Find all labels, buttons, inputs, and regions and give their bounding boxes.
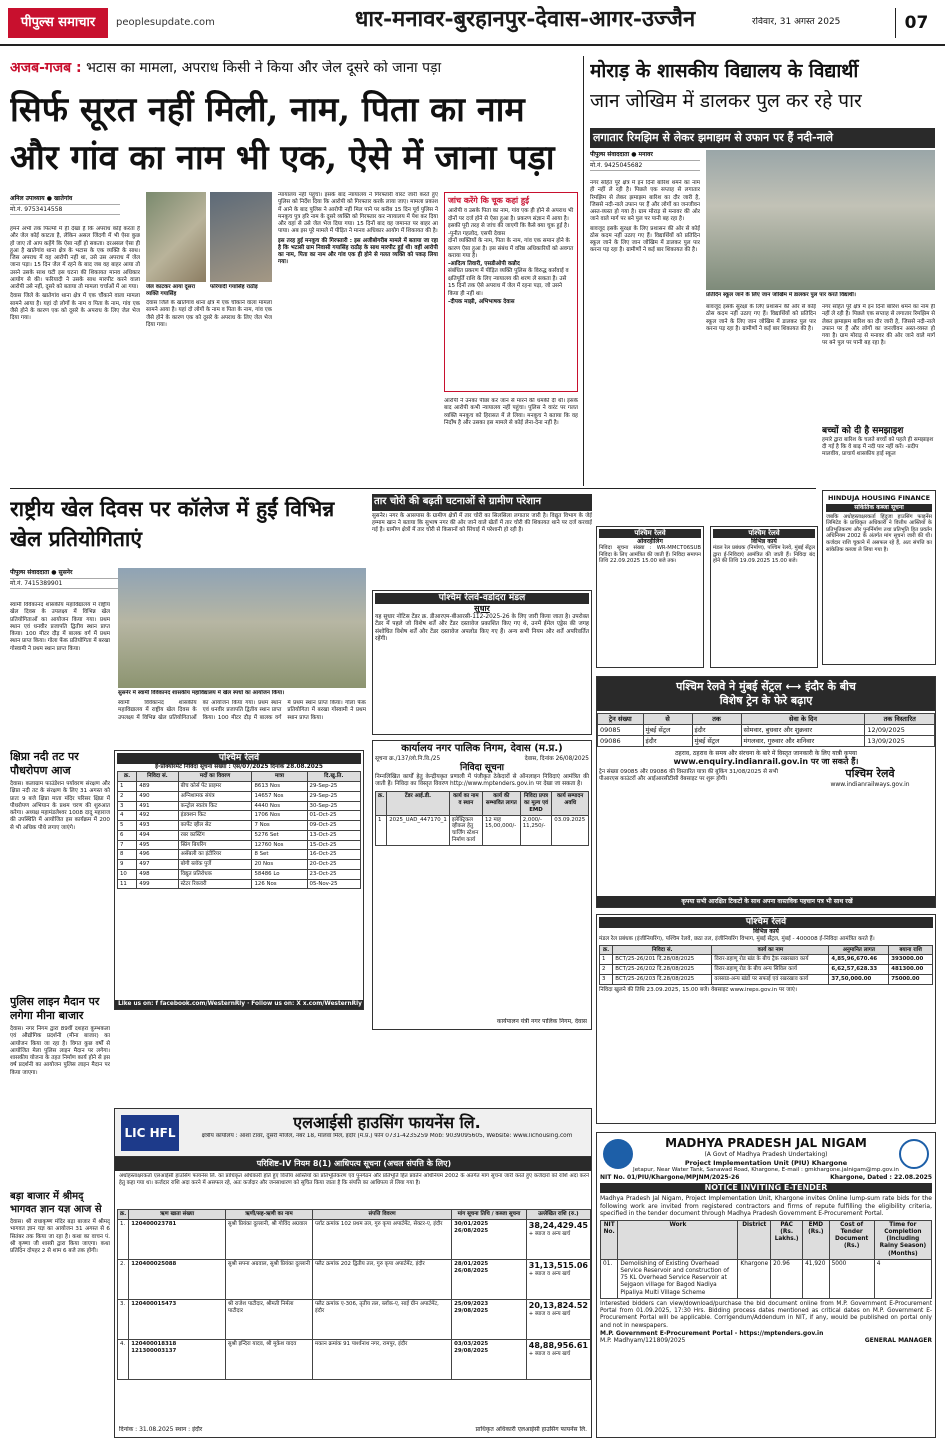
- lichfl-table: [117, 1209, 591, 1380]
- col-header: ऋण खाता संख्या: [129, 1210, 226, 1220]
- dewas-date: देवास, दिनांक 26/08/2025: [524, 755, 589, 762]
- story-shipra: [10, 750, 110, 990]
- col-header: उल्लेखित राशि (रु.): [526, 1210, 590, 1220]
- school-body-col1: नगर सहित पूरे क्षेत्र में इन दिनों बारिश थमने का नाम ही नहीं ले रही है। पिछले एक सप्ताह से लगातार रिमझिम से लेकर झमाझम बारिश का दौर जारी है, जिससे नदी-नाले उफान पर हैं और लोगों का जनजीवन अस्त-व्यस्त हो गया है। ग्राम मोराड़ से मनावर की ओर जाने वाले मार्ग पर बने पुल पर पानी बह रहा है। बावजूद इसके सुरक्षा के लिए प्रशासन की ओर से कोई ठोस कदम नहीं उठाए गए हैं। विद्यार्थियों को प्रतिदिन स्कूल जाने के लिए जान जोखिम में डालकर पुल पार करना पड़ रहा है। ग्रामीणों ने कई बार शिकायत की है।: [590, 180, 700, 254]
- wr-sudhar-text: यह सुधार नोटिस टेंडर क्र. डीआरएम-बीआरसी-112-2025-26 के लिए जारी किया जाता है। उपरोक्त टेंडर में पहले जो विशेष शर्तें और टेंडर दस्तावेज प्रकाशित किए गए थे, उनमें ईमेल एड्रेस की जगह संशोधित विशेष शर्तें और टेंडर दस्तावेज अपलोड किए गए हैं। अन्य सभी नियम और शर्तें अपरिवर्तित रहेंगी।: [375, 614, 589, 642]
- special-train-footer: कृपया सभी आरक्षित टिकटों के साथ अपना वास्तविक पहचान पत्र भी साथ रखें: [597, 896, 936, 908]
- wr-tender-footer: Like us on: f facebook.com/WesternRly · Follow us on: X x.com/WesternRly: [115, 1000, 364, 1009]
- story-jail: [10, 60, 578, 480]
- col-header: क्र.: [376, 792, 387, 815]
- table-row: 1 BCT/25-26/201 दि.28/08/2025 विरार-डहाणू रोड खंड के बीच ट्रैक रखरखाव कार्य 4,85,96,670.46 393000.00: [600, 955, 933, 965]
- jaanch-item: संबंधित प्रकरण में पीड़ित व्यक्ति पुलिस के विरुद्ध कार्रवाई व क्षतिपूर्ति राशि के लिए न्यायालय की शरण ले सकता है। उसे 15 दिनों तक ऐसे अपराध में जेल में रहना पड़ा, जो उसने किया ही नहीं था।: [448, 268, 569, 298]
- bhagwat-headline: बड़ा बाजार में श्रीमद् भागवत ज्ञान यज्ञ आज से: [10, 1191, 102, 1215]
- col-header: कार्य का नाम व स्थान: [449, 792, 482, 815]
- story-body-col1: हमने अभी तक फिल्मों में ही देखा है कि अपराध कोई करता है और जेल कोई काटता है, लेकिन असल जिंदगी में भी ऐसा कुछ हो जाए तो आप कहेंगे कि ऐसा नहीं हो सकता। दरअसल ऐसा ही हुआ है खातेगांव थाना क्षेत्र के भटास के एक व्यक्ति के साथ। जिस अपराध में वह आरोपी नहीं था, उसे उस अपराध में जेल जाना पड़ा। 15 दिन जेल में रहने के बाद जब वह बाहर आया तो उसने उसके साथ घटी इस घटना की शिकायत मानव अधिकार आयोग से की। फरियादी ने उसके साथ मारपीट करने वाला आरोपी उसे नहीं, दूसरे को बताया तो मामला चर्चाओं में आ गया। देवास जिले के खातेगांव थाना क्षेत्र में एक चौंकाने वाला मामला सामने आया है। यहां दो लोगों के नाम व पिता के नाम, गांव एक जैसे होने के कारण एक को दूसरे के अपराध के लिए जेल भेज दिया गया।: [10, 226, 140, 322]
- wr-tender-sub: ई-प्रोक्योरमेंट निविदा सूचना संख्या : एस/07/2025 दिनांक 28.08.2025: [155, 764, 323, 771]
- dewas-tender-ad: [372, 740, 592, 1030]
- special-train-title-2: विशेष ट्रेन के फेरे बढ़ाए: [597, 694, 935, 711]
- jaanch-item: इसकी पूरी तरह से जांच की जाएगी कि कैसे क्या चूक हुई है। -पुनीत गहलोद, एसपी देवास: [448, 223, 570, 237]
- mpjn-emblem-icon: [899, 1139, 929, 1169]
- table-row: 4 492 इंडक्शन किट 1706 Nos 01-Oct-25: [118, 811, 361, 821]
- mpjn-table: [600, 1220, 932, 1299]
- police-body: देवास। नगर निगम द्वारा 89वीं दशहरा कुम्भकला एवं औद्योगिक प्रदर्शनी (मीना बाजार) का आयोजन किया जा रहा है। विगत कुछ वर्षों से आयोजित मेला पुलिस लाइन मैदान पर लगेगा। शासकीय योजना के तहत निर्माण कार्य होने से इस वर्ष प्रदर्शनी का आयोजन पुलिस लाइन मैदान पर किया जाएगा।: [10, 1026, 110, 1076]
- photo-sports: [118, 568, 366, 688]
- photo-caption-left: जेल काटकर आया दूसरा व्यक्ति गयासिंह: [146, 284, 195, 297]
- jaanch-item: दोनों व्यक्तियों के नाम, पिता के नाम, गांव एक समान होने के कारण ऐसा हुआ है। इस संबंध में वरिष्ठ अधिकारियों को अवगत कराया गया है।: [448, 238, 574, 260]
- col-header: मदों का विवरण: [178, 772, 252, 782]
- mpjn-code: M.P. Madhyam/121809/2025: [600, 1337, 686, 1345]
- col-header: तक: [692, 713, 741, 724]
- story-police: [10, 995, 110, 1185]
- special-train-table: [597, 713, 935, 747]
- mpjn-heading: NOTICE INVITING E-TENDER: [600, 1183, 932, 1193]
- col-header: कार्य का नाम: [712, 945, 829, 955]
- col-header: EMD (Rs.): [803, 1220, 830, 1259]
- jaanch-item: -दीपक माझी, अभिभाषक देवास: [448, 298, 515, 305]
- wr-tender-left-ad: [114, 750, 364, 1010]
- col-header: क्र.: [600, 945, 613, 955]
- table-row: 10 498 विद्युत प्रतिरोधक 58486 Lo 23-Oct-25: [118, 869, 361, 879]
- col-header: कार्य की सम्भावित लागत: [482, 792, 520, 815]
- wr-brand: पश्चिम रेलवे: [845, 767, 895, 781]
- table-row: 6 494 रबर कास्टिंग 5276 Set 13-Oct-25: [118, 830, 361, 840]
- story-theft: [372, 494, 592, 584]
- theft-body: सुसनेर। नगर के आसपास के ग्रामीण क्षेत्रों में तार चोरी का सिलसिला लगातार जारी है। विद्युत विभाग के जेई हम्माम खान ने बताया कि सुभाष नगर की ओर जाने वाले खेतों में तार चोरी की शिकायत थाने पर दर्ज करवाई गई है। ग्रामीण क्षेत्रों में तार चोरी से किसानों को सिंचाई में परेशानी हो रही है।: [372, 512, 592, 534]
- story-kicker: अजब-गजब :: [10, 60, 82, 76]
- mpjn-nit: NIT No. 01/PIU/Khargone/MPJNM/2025-26: [600, 1173, 740, 1181]
- col-header: Cost of Tender Document (Rs.): [829, 1220, 874, 1259]
- photo-caption: सुसनेर में स्वामी विवेकानंद शासकीय महाविद्यालय में खेल स्पर्धा का आयोजन किया।: [118, 690, 285, 696]
- mpjn-ad: [596, 1132, 936, 1438]
- page-number: 07: [895, 8, 937, 38]
- wr-vigyapan-ad: [710, 526, 818, 668]
- col-header: निविदा सं.: [613, 945, 712, 955]
- wr-overheal-text: निविदा सूचना संख्या : WR-MMCT06SUB निविदा के लिए आमंत्रित की जाती हैं। निविदा समापन तिथि 22.09.2025 15.00 बजे तक।: [599, 545, 701, 565]
- col-header: सेवा के दिन: [741, 713, 865, 724]
- lichfl-intro: अधोहस्ताक्षरकर्ता एलआईसी हाउसिंग फायनेंस लि. का प्राधिकृत अधिकारी होते हुए वित्तीय आस्तियों का प्रतिभूतिकरण एवं पुनर्गठन और प्रतिभूति हित प्रवर्तन अधिनियम 2002 के अंतर्गत मांग सूचना जारी करते हुए कर्जदारों को राशि अदा करने हेतु कहा गया था। कर्जदार राशि अदा करने में असफल रहे, अतः कर्जदार और जनसाधारण को सूचित किया जाता है कि संपत्ति का आधिपत्य ले लिया गया है।: [119, 1173, 589, 1186]
- mpjn-logo-icon: [603, 1139, 633, 1169]
- dewas-sub: निविदा सूचना: [459, 762, 505, 773]
- hinduja-brand: HINDUJA HOUSING FINANCE: [827, 494, 931, 502]
- table-row: 11 499 स्टेटर रिकवरी 126 Nos 05-Nov-25: [118, 879, 361, 889]
- mpjn-address: Jetapur, Near Water Tank, Sanawad Road, Khargone, E-mail : gmkhargone.jalnigam@mp.gov.in: [633, 1166, 899, 1173]
- school-headline-1: मोराड़ के शासकीय विद्यालय के विद्यार्थी: [590, 60, 859, 82]
- wr-vigyapan-header: पश्चिम रेलवे: [713, 529, 815, 538]
- col-header: NIT No.: [601, 1220, 618, 1259]
- table-row: 3 BCT/25-26/203 दि.28/08/2025 वलसाड-अन्य खंडों पर सफाई एवं रखरखाव कार्य 37,50,000.00 75000.00: [600, 974, 933, 984]
- bhagwat-body: देवास। श्री राधाकृष्ण मंदिर बड़ा बाजार में श्रीमद् भागवत ज्ञान यज्ञ का आयोजन 31 अगस्त से 6 सितंबर तक किया जा रहा है। कथा का वाचन पं. श्री कृष्णा जी शास्त्री द्वारा किया जाएगा। कथा प्रतिदिन दोपहर 2 से शाम 6 बजे तक होगी।: [10, 1219, 110, 1255]
- dewas-title: कार्यालय नगर पालिक निगम, देवास (म.प्र.): [401, 743, 563, 754]
- wr-vigyapan-text: मंडल रेल प्रबंधक (निर्माण), पश्चिम रेलवे, मुंबई सेंट्रल द्वारा ई-निविदाएं आमंत्रित की जाती हैं। निविदा बंद होने की तिथि 19.09.2025 15.00 बजे।: [713, 545, 815, 565]
- dewas-ref: सूचना क्र./137/लो.नि.वि./25: [375, 755, 441, 762]
- wr-tender-header: पश्चिम रेलवे: [117, 753, 361, 764]
- jaanch-item: -आदित्य तिवारी, एसडीओपी कन्नौद: [448, 260, 520, 267]
- col-header: ट्रेन संख्या: [598, 713, 644, 724]
- story-body-col3: न्यायालय नहीं पहुंचा। इसके बाद न्यायालय ने गिरफ्तारी वारंट जारी करते हुए पुलिस को निर्देश दिया कि आरोपी को गिरफ्तार करके लाया जाए। मामला प्रकाश में आने के बाद पुलिस ने आरोपी नहीं मिल पाने पर करीब 15 दिन पूर्व पुलिस ने मनकूच पुत्र हरि नाम के दूसरे व्यक्ति को गिरफ्तार कर न्यायालय में पेश कर दिया और वहां से उसे जेल भेज दिया गया। 15 दिनों बाद वह जमानत पर बाहर आ पाया। अब इस पूरे मामले में पीड़ित ने मानव अधिकार आयोग में शिकायत की है। इस तरह हुई मनकूच की गिरफ्तारी : इस अजीबोगरीब मामले में बताया जा रहा है कि भटासी ग्राम निवासी गयासिंह राठौड़ के साथ मारपीट हुई थी। वहीं आरोपी का नाम, पिता का नाम और गांव एक ही होने से गलत व्यक्ति को पकड़ लिया गया।: [278, 192, 438, 266]
- wr-rail-text: मंडल रेल प्रबंधक (इंजीनियरिंग), पश्चिम रेलवे, छठा तल, इंजीनियरिंग विभाग, मुंबई सेंट्रल, मुंबई - 400008 ई-निविदा आमंत्रित करते हैं।: [599, 935, 875, 942]
- wr-vigyapan-sub: विभिन्न कार्य: [751, 537, 777, 545]
- hinduja-text: जबकि अधोहस्ताक्षरकर्ता हिंदुजा हाउसिंग फाइनेंस लिमिटेड के प्राधिकृत अधिकारी ने वित्तीय आस्तियों के प्रतिभूतिकरण और पुनर्निर्माण तथा प्रतिभूति हित प्रवर्तन अधिनियम 2002 के अंतर्गत मांग सूचना जारी की थी। कर्जदार राशि चुकाने में असफल रहे हैं, अतः संपत्ति का सांकेतिक कब्जा ले लिया गया है।: [826, 513, 932, 553]
- byline: पीपुल्स संवाददाता ● सुसनेर: [10, 568, 120, 579]
- col-header: से: [643, 713, 692, 724]
- mpjn-title: MADHYA PRADESH JAL NIGAM: [665, 1136, 867, 1150]
- col-header: मात्रा: [252, 772, 307, 782]
- mpjn-footer: Interested bidders can view/download/purchase the bid document online from M.P. Government E-Procurement Portal from 01.09.2025, 17:30 Hrs. Bidding process dates mentioned as critical dates on M.P. Government E-Procurement Portal will be applicable. Corrigendum/Addendum in NIT, if any, would be published on portal only and not in newspapers.: [600, 1300, 932, 1329]
- special-train-ad: [596, 676, 936, 908]
- jaanch-box: [444, 192, 578, 392]
- col-header: क्र.: [118, 772, 137, 782]
- lichfl-sign: प्राधिकृत अधिकारी एलआईसी हाउसिंग फायनेंस लि.: [475, 1425, 587, 1433]
- mpjn-portal[interactable]: M.P. Government E-Procurement Portal - https://mptenders.gov.in: [600, 1329, 824, 1337]
- mpjn-date: Khargone, Dated : 22.08.2025: [830, 1173, 932, 1181]
- wr-rail-footer: निविदा खुलने की तिथि 23.09.2025, 15.00 बजे। वेबसाइट www.ireps.gov.in पर जाएं।: [599, 986, 797, 993]
- school-side-text: हमारे द्वारा बारिश के चलते बच्चों को पहले ही समझाइश दी गई है कि वे बाढ़ में नदी पार नहीं करें। -प्रदीप मालवीय, प्राचार्य शासकीय हाई स्कूल: [822, 437, 934, 458]
- theft-headline: तार चोरी की बढ़ती घटनाओं से ग्रामीण परेशान: [372, 494, 592, 511]
- photo-caption: प्रतिदिन स्कूल जाने के लिए जान जोखिम में डालकर पुल पार करते विद्यार्थी।: [706, 292, 856, 298]
- sports-body-col2: स्वामी विवेकानंद शासकीय महाविद्यालय में राष्ट्रीय खेल दिवस के उपलक्ष्य में विभिन्न खेल प्रतियोगिताओं का आयोजन किया गया। प्रथम स्थान एवं धनवीर प्रजापति द्वितीय स्थान प्राप्त किया। 100 मीटर दौड़ में बालक वर्ग में प्रथम स्थान प्राप्त किया। गोला फेंक प्रतियोगिता में बरखा गोस्वामी ने प्रथम स्थान प्राप्त किया।: [118, 700, 366, 721]
- dewas-text: निम्नलिखित कार्यों हेतु केन्द्रीयकृत प्रणाली में पंजीकृत ठेकेदारों से ऑनलाइन निविदाएं आमंत्रित की जाती हैं। निविदा का विस्तृत विवरण http://www.mptenders.gov.in पर देखा जा सकता है।: [375, 773, 589, 788]
- special-train-title-1: पश्चिम रेलवे ने मुंबई सेंट्रल ⟷ इंदौर के बीच: [597, 677, 935, 694]
- table-row: 1 2025_UAD_447170_1 इलेक्ट्रिकल व्हीकल हेतु चार्जिंग स्टेशन निर्माण कार्य 12 माह 15,00,000/- 2,000/- 11,250/- 03.09.2025: [376, 815, 589, 845]
- story-bhagwat: [10, 1190, 110, 1435]
- story-school: [590, 58, 935, 488]
- col-header: टेंडर आई.डी.: [387, 792, 450, 815]
- table-row: 7 495 स्प्रिंग बियरिंग 12760 Nos 15-Oct-25: [118, 840, 361, 850]
- col-header: अनुमानित लागत: [829, 945, 889, 955]
- table-row: 8 496 असेंबली का इंटीरियर 8 Set 16-Oct-25: [118, 850, 361, 860]
- byline-phone: मो.नं. 9425045682: [590, 161, 700, 172]
- table-row: 2 BCT/25-26/202 दि.28/08/2025 विरार-डहाणू रोड के बीच अन्य सिविल कार्य 6,62,57,628.33 481300.00: [600, 965, 933, 975]
- byline: पीपुल्स संवाददाता ● मनावर: [590, 150, 700, 161]
- col-header: Work: [618, 1220, 738, 1259]
- photo-complainant: [210, 192, 272, 282]
- wr-overheal-ad: [596, 526, 704, 668]
- police-headline: पुलिस लाइन मैदान पर लगेगा मीना बाजार: [10, 995, 100, 1022]
- special-train-url[interactable]: www.enquiry.indianrail.gov.in पर जा सकते हैं।: [673, 757, 859, 767]
- byline-phone: मो.नं. 9753414558: [10, 205, 120, 216]
- col-header: दि.खु.ति.: [307, 772, 360, 782]
- shipra-body: देवास। कलाग्राम फाउंडेशन पर्यावरण संरक्षण और क्षिप्रा नदी तट के संरक्षण के लिए 31 अगस्त को प्रातः 9 बजे क्षिप्रा माता मंदिर परिसर क्षिप्रा में पौधरोपण अभियान के प्रथम चरण की शुरुआत करेगा। अध्यक्ष महामंडलेश्वर 1008 दादू महाराज की उपस्थिति में आयोजित इस कार्यक्रम में 200 से भी अधिक पौधे लगाए जाएंगे।: [10, 781, 110, 831]
- table-row: 3 491 कन्ट्रोल स्वतंत्र किट 4440 Nos 30-Sep-25: [118, 801, 361, 811]
- col-header: कार्य सम्पादन अवधि: [552, 792, 589, 815]
- jaanch-title: जांच करेंगे कि चूक कहां हुई: [448, 196, 530, 205]
- wr-rail-table: [599, 945, 933, 985]
- lichfl-place: दिनांक : 31.08.2025 स्थान : इंदौर: [119, 1425, 203, 1433]
- wr-overheal-header: पश्चिम रेलवे: [599, 529, 701, 538]
- col-header: PAC (Rs. Lakhs.): [771, 1220, 803, 1259]
- col-header: निविदा सं.: [137, 772, 178, 782]
- byline-phone: मो.नं. 7415389901: [10, 579, 120, 590]
- wr-sudhar-title: सुधार: [474, 604, 490, 614]
- story-body-col2: देवास जिले के खातेगांव थाना क्षेत्र में एक चौंकाने वाला मामला सामने आया है। यहां दो लोगों के नाम व पिता के नाम, गांव एक जैसे होने के कारण एक को दूसरे के अपराध के लिए जेल भेज दिया गया।: [146, 300, 272, 328]
- table-row: 01. Demolishing of Existing Overhead Service Reservoir and construction of 75 KL Overhead Service Reservoir at Sejgaon village for Bagod Nadiya Pipaliya Multi Village Scheme Khargone 20.96 41,920 5000 4: [601, 1259, 932, 1298]
- special-train-note: ट्रेन संख्या 09085 और 09086 की विस्तारित यात्रा की बुकिंग 31/08/2025 से सभी पीआरएस काउंटरों और आईआरसीटीसी वेबसाइट पर शुरू होगी।: [599, 769, 778, 783]
- sports-body-col1: स्वामी विवेकानंद शासकीय महाविद्यालय में राष्ट्रीय खेल दिवस के उपलक्ष्य में विभिन्न खेल प्रतियोगिताओं का आयोजन किया गया। प्रथम स्थान एवं धनवीर प्रजापति द्वितीय स्थान प्राप्त किया। 100 मीटर दौड़ में बालक वर्ग में प्रथम स्थान प्राप्त किया। गोला फेंक प्रतियोगिता में बरखा गोस्वामी ने प्रथम स्थान प्राप्त किया।: [10, 602, 110, 652]
- special-train-info: ठहराव, ठहराव के समय और संरचना के बारे में विस्तृत जानकारी के लिए यात्री कृपया: [675, 749, 857, 757]
- brand-logo: पीपुल्स समाचार: [8, 8, 108, 38]
- photo-caption-right: फरियादी गयासिंह राठौड़: [210, 284, 258, 290]
- col-header: मांग सूचना तिथि / कब्जा सूचना: [452, 1210, 527, 1220]
- byline: अनिल उपाध्याय ● खातेगांव: [10, 194, 120, 205]
- mpjn-sub: (A Govt of Madhya Pradesh Undertaking): [704, 1151, 828, 1158]
- sports-headline: राष्ट्रीय खेल दिवस पर कॉलेज में हुईं विभिन्न खेल प्रतियोगिताएं: [10, 496, 335, 551]
- hinduja-title: सांकेतिक कब्जा सूचना: [826, 504, 932, 512]
- table-row: 2 490 अग्निशामक संयंत्र 14657 Nos 29-Sep-25: [118, 791, 361, 801]
- photo-bridge: [706, 150, 935, 290]
- shipra-headline: क्षिप्रा नदी तट पर पौधरोपण आज: [10, 750, 79, 777]
- table-row: 2. 120400025088 सुश्री सपना अग्रवाल, सुश्री प्रियंका दुल्लानी फ्लैट क्रमांक 202 द्वितीय तल, गुरु कृपा अपार्टमेंट, इंदौर 28/01/2025 26/08/2025 31,13,515.06 + ब्याज व अन्य खर्च: [118, 1259, 591, 1299]
- table-row: 3. 120400015473 श्री राजेश पाटीदार, श्रीमती निर्मला पाटीदार फ्लैट क्रमांक ए-306, तृतीय तल, ब्लॉक-ए, साई ग्रीन अपार्टमेंट, इंदौर 25/09/2023 29/08/2025 20,13,824.52 + ब्याज व अन्य खर्च: [118, 1299, 591, 1339]
- mpjn-sign: GENERAL MANAGER: [864, 1337, 932, 1345]
- table-row: 5 493 कार्पेट व्हील सेट 7 Nos 09-Oct-25: [118, 821, 361, 831]
- lichfl-title: एलआईसी हाउसिंग फायनेंस लि.: [293, 1113, 481, 1132]
- wr-rail-sub: विभिन्न कार्य: [753, 928, 779, 936]
- col-header: तक विस्तारित: [865, 713, 935, 724]
- table-row: 9 497 बोगी ब्लॉक पुर्जे 20 Nos 20-Oct-25: [118, 860, 361, 870]
- col-header: संपत्ति विवरण: [313, 1210, 452, 1220]
- col-header: निविदा प्रपत्र का मूल्य एवं EMD: [520, 792, 552, 815]
- table-row: 09086 इंदौर मुंबई सेंट्रल मंगलवार, गुरुवार और शनिवार 13/09/2025: [598, 735, 935, 746]
- jaanch-item: आरोपी व उसके पिता का नाम, गांव एक ही होने से अपराध भी दोनों पर दर्ज होने से ऐसा हुआ है। प्रकरण संज्ञान में आया है।: [448, 208, 574, 222]
- wr-rail-works-ad: [596, 914, 936, 1124]
- wr-web[interactable]: www.indianrailways.gov.in: [830, 781, 910, 789]
- col-header: ऋणी/सह-ऋणी का नाम: [225, 1210, 312, 1220]
- wr-tender-table: [117, 771, 361, 889]
- regions-header: धार-मनावर-बुरहानपुर-देवास-आगर-उज्जैन: [354, 6, 696, 32]
- hinduja-notice: [822, 490, 936, 665]
- school-side-head: बच्चों को दी है समझाइश: [822, 426, 904, 436]
- school-side: नगर सहित पूरे क्षेत्र में इन दिनों बारिश थमने का नाम ही नहीं ले रही है। पिछले एक सप्ताह से लगातार रिमझिम से लेकर झमाझम बारिश का दौर जारी है, जिससे नदी-नाले उफान पर हैं और लोगों का जनजीवन अस्त-व्यस्त हो गया है। ग्राम मोराड़ से मनावर की ओर जाने वाले मार्ग पर बने पुल पर पानी बह रहा है। बच्चों को दी है समझाइश हमारे द्वारा बारिश के चलते बच्चों को पहले ही समझाइश दी गई है कि वे बाढ़ में नदी पार नहीं करें। -प्रदीप मालवीय, प्राचार्य शासकीय हाई स्कूल: [822, 304, 935, 458]
- col-header: Time for Completion (Including Rainy Season) (Months): [874, 1220, 931, 1259]
- col-header: District: [738, 1220, 771, 1259]
- mpjn-unit: Project Implementation Unit (PIU) Khargone: [684, 1158, 848, 1167]
- wr-sudhar-ad: [372, 590, 592, 735]
- table-row: 09085 मुंबई सेंट्रल इंदौर सोमवार, बुधवार और शुक्रवार 12/09/2025: [598, 724, 935, 735]
- school-body-col2: बावजूद इसके सुरक्षा के लिए प्रशासन की ओर से कोई ठोस कदम नहीं उठाए गए हैं। विद्यार्थियों को प्रतिदिन स्कूल जाने के लिए जान जोखिम में डालकर पुल पार करना पड़ रहा है। ग्रामीणों ने कई बार शिकायत की है।: [706, 304, 816, 332]
- story-sports: [10, 494, 366, 744]
- masthead: [0, 0, 945, 46]
- dewas-table: [375, 791, 589, 845]
- story-headline: सिर्फ सूरत नहीं मिली, नाम, पिता का नाम और गांव का नाम भी एक, ऐसे में जाना पड़ा: [10, 90, 555, 178]
- site-url[interactable]: peoplesupdate.com: [116, 17, 215, 28]
- issue-date: रविवार, 31 अगस्त 2025: [752, 17, 841, 27]
- photo-accused: [146, 192, 206, 282]
- table-row: 4. 120400018318 121300003137 सुश्री इन्दिरा यादव, श्री मुकेश यादव मकान क्रमांक 91 पार्श्वनाथ नगर, रामपुर, इंदौर 03/03/2025 29/08/2025 48,88,956.61 + ब्याज व अन्य खर्च: [118, 1339, 591, 1379]
- mpjn-intro: Madhya Pradesh Jal Nigam, Project Implementation Unit, Khargone invites Online lump-sum rate bids for the following work are invited from registered contractors and firms of repute fulfilling the eligibility criteria, specified in the tender document through Madhya Pradesh Government E-Procurement Portal.: [600, 1195, 932, 1218]
- table-row: 1 489 बीच कोर्स पेंट प्राइमर 8613 Nos 29-Sep-25: [118, 782, 361, 792]
- story-body-col4: आरोपी ने उनका पीछा कर जान से मारने की धमकी दी थी। इसके बाद आरोपी कभी न्यायालय नहीं पहुंचा। पुलिस ने वारंट पर गलत व्यक्ति मनकूच को हिरासत में ले लिया। मनकूच ने बताया कि वह निर्दोष है और उसका इस मामले से कोई लेना-देना नहीं है।: [444, 398, 578, 426]
- table-row: 1. 120400023781 सुश्री प्रियंका दुल्लानी, श्री गोविंद अग्रवाल प्लॉट क्रमांक 102 प्रथम तल, गुरु कृपा अपार्टमेंट, सेक्टर-ए, इंदौर 30/01/2025 26/08/2025 38,24,429.45 + ब्याज व अन्य खर्च: [118, 1219, 591, 1259]
- school-subhead: लगातार रिमझिम से लेकर झमाझम से उफान पर हैं नदी-नाले: [590, 128, 935, 148]
- lichfl-address: क्षेत्रीय कार्यालय : आशा टॉवर, दूसरी मंजिल, नंबर 18, मालवा मिल, इंदौर (म.प्र.) फोन 0731-4235259 Mob: 9039095605, Website: www.lichousing.com: [201, 1133, 573, 1139]
- wr-rail-header: पश्चिम रेलवे: [599, 917, 933, 928]
- school-headline-2: जान जोखिम में डालकर पुल कर रहे पार: [590, 90, 862, 112]
- wr-overheal-sub: ओवरहीलिंग: [637, 537, 663, 545]
- lichfl-ad: [114, 1108, 592, 1438]
- col-header: बयाना राशि: [889, 945, 933, 955]
- wr-sudhar-header: पश्चिम रेलवे-वडोदरा मंडल: [375, 593, 589, 604]
- lichfl-logo-icon: LIC HFL: [121, 1115, 179, 1151]
- col-header: क्र.: [118, 1210, 129, 1220]
- story-subhead: भटास का मामला, अपराध किसी ने किया और जेल दूसरे को जाना पड़ा: [86, 60, 442, 76]
- lichfl-notice: परिशिष्ट-IV नियम 8(1) आधिपत्य सूचना (अचल संपत्ति के लिए): [115, 1157, 592, 1171]
- dewas-sign: कार्यपालन यंत्री नगर पालिक निगम, देवास: [496, 1017, 587, 1025]
